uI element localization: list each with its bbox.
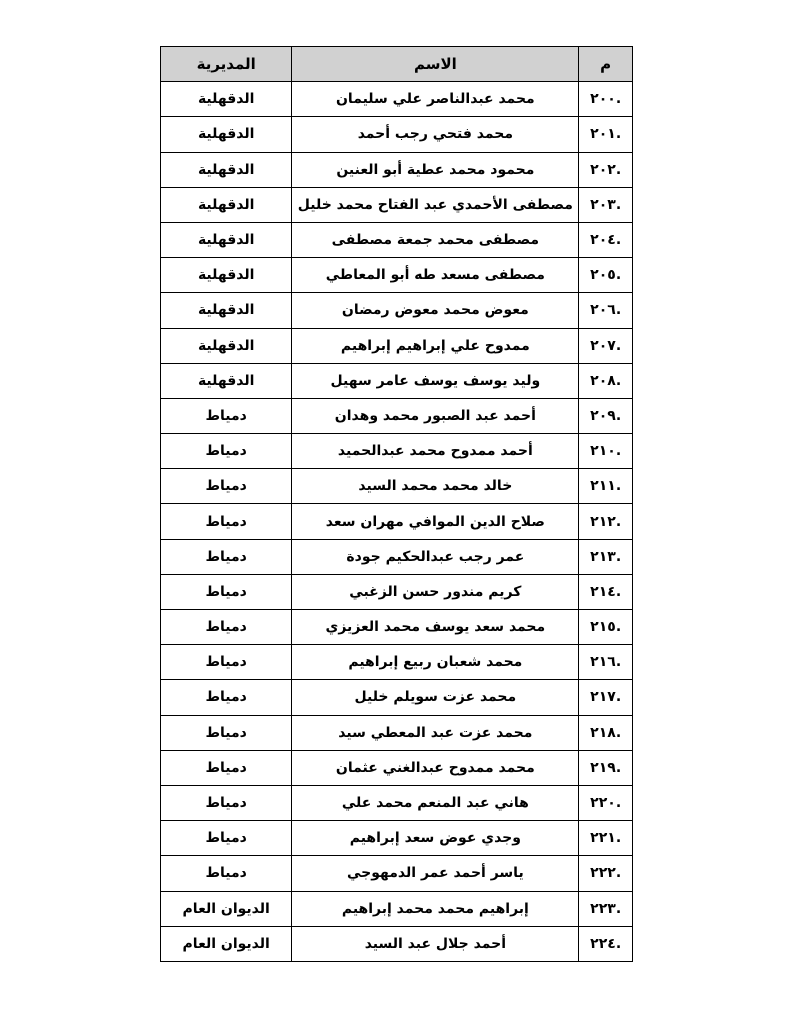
row-number: .٢٠٣ — [579, 187, 633, 222]
table-row — [161, 363, 633, 398]
row-number: .٢٢٣ — [579, 891, 633, 926]
row-number: .٢١٥ — [579, 610, 633, 645]
table-body — [161, 82, 633, 962]
row-number: .٢٠٦ — [579, 293, 633, 328]
directorate: دمياط — [161, 856, 292, 891]
table-row — [161, 574, 633, 609]
row-number: .٢٠٤ — [579, 222, 633, 257]
table-row — [161, 715, 633, 750]
table-row — [161, 785, 633, 820]
row-number: .٢١١ — [579, 469, 633, 504]
row-number: .٢٠٧ — [579, 328, 633, 363]
person-name: مصطفى مسعد طه أبو المعاطي — [292, 258, 579, 293]
person-name: صلاح الدين الموافي مهران سعد — [292, 504, 579, 539]
person-name: محمد عزت عبد المعطي سيد — [292, 715, 579, 750]
table-row — [161, 187, 633, 222]
directorate: الدقهلية — [161, 328, 292, 363]
row-number: .٢١٩ — [579, 750, 633, 785]
person-name: خالد محمد محمد السيد — [292, 469, 579, 504]
row-number: .٢٢٤ — [579, 926, 633, 961]
directorate: دمياط — [161, 715, 292, 750]
row-number: .٢٠٥ — [579, 258, 633, 293]
directorate: دمياط — [161, 610, 292, 645]
person-name: معوض محمد معوض رمضان — [292, 293, 579, 328]
table-row — [161, 117, 633, 152]
person-name: أحمد ممدوح محمد عبدالحميد — [292, 434, 579, 469]
person-name: محمد سعد يوسف محمد العزيزي — [292, 610, 579, 645]
header-row — [161, 47, 633, 82]
person-name: ممدوح علي إبراهيم إبراهيم — [292, 328, 579, 363]
table-row — [161, 434, 633, 469]
table-row — [161, 856, 633, 891]
row-number: .٢٢٢ — [579, 856, 633, 891]
person-name: عمر رجب عبدالحكيم جودة — [292, 539, 579, 574]
row-number: .٢١٠ — [579, 434, 633, 469]
directorate: الدقهلية — [161, 222, 292, 257]
row-number: .٢٠٩ — [579, 398, 633, 433]
person-name: هاني عبد المنعم محمد علي — [292, 785, 579, 820]
table-row — [161, 82, 633, 117]
row-number: .٢١٧ — [579, 680, 633, 715]
table-row — [161, 821, 633, 856]
table-row — [161, 222, 633, 257]
person-name: إبراهيم محمد محمد إبراهيم — [292, 891, 579, 926]
header-directorate: المديرية — [161, 47, 292, 82]
table-row — [161, 328, 633, 363]
person-name: محمد شعبان ربيع إبراهيم — [292, 645, 579, 680]
person-name: وليد يوسف يوسف عامر سهيل — [292, 363, 579, 398]
table-row — [161, 293, 633, 328]
person-name: محمد عزت سويلم خليل — [292, 680, 579, 715]
roster-table — [160, 46, 633, 962]
table-row — [161, 539, 633, 574]
person-name: كريم مندور حسن الزغبي — [292, 574, 579, 609]
table-row — [161, 610, 633, 645]
directorate: دمياط — [161, 434, 292, 469]
directorate: دمياط — [161, 821, 292, 856]
person-name: أحمد جلال عبد السيد — [292, 926, 579, 961]
person-name: ياسر أحمد عمر الدمهوجي — [292, 856, 579, 891]
directorate: الدقهلية — [161, 293, 292, 328]
header-number: م — [579, 47, 633, 82]
table-row — [161, 398, 633, 433]
table-row — [161, 750, 633, 785]
table-row — [161, 152, 633, 187]
row-number: .٢٠٠ — [579, 82, 633, 117]
header-name: الاسم — [292, 47, 579, 82]
row-number: .٢٠١ — [579, 117, 633, 152]
table-row — [161, 926, 633, 961]
person-name: محمد عبدالناصر علي سليمان — [292, 82, 579, 117]
directorate: دمياط — [161, 680, 292, 715]
person-name: مصطفى الأحمدي عبد الفتاح محمد خليل — [292, 187, 579, 222]
row-number: .٢٢١ — [579, 821, 633, 856]
directorate: الدقهلية — [161, 82, 292, 117]
directorate: الديوان العام — [161, 891, 292, 926]
person-name: محمد فتحي رجب أحمد — [292, 117, 579, 152]
table-row — [161, 258, 633, 293]
table-row — [161, 469, 633, 504]
table-row — [161, 504, 633, 539]
row-number: .٢١٦ — [579, 645, 633, 680]
row-number: .٢١٣ — [579, 539, 633, 574]
person-name: مصطفى محمد جمعة مصطفى — [292, 222, 579, 257]
directorate: دمياط — [161, 645, 292, 680]
row-number: .٢١٤ — [579, 574, 633, 609]
directorate: دمياط — [161, 539, 292, 574]
directorate: دمياط — [161, 398, 292, 433]
row-number: .٢٠٨ — [579, 363, 633, 398]
row-number: .٢١٨ — [579, 715, 633, 750]
table-row — [161, 680, 633, 715]
person-name: محمد ممدوح عبدالغني عثمان — [292, 750, 579, 785]
directorate: الدقهلية — [161, 187, 292, 222]
directorate: دمياط — [161, 785, 292, 820]
row-number: .٢٢٠ — [579, 785, 633, 820]
directorate: الديوان العام — [161, 926, 292, 961]
table-row — [161, 645, 633, 680]
person-name: أحمد عبد الصبور محمد وهدان — [292, 398, 579, 433]
directorate: الدقهلية — [161, 363, 292, 398]
row-number: .٢١٢ — [579, 504, 633, 539]
directorate: الدقهلية — [161, 117, 292, 152]
directorate: دمياط — [161, 750, 292, 785]
row-number: .٢٠٢ — [579, 152, 633, 187]
person-name: وجدي عوض سعد إبراهيم — [292, 821, 579, 856]
person-name: محمود محمد عطية أبو العنين — [292, 152, 579, 187]
directorate: دمياط — [161, 574, 292, 609]
table-row — [161, 891, 633, 926]
directorate: دمياط — [161, 469, 292, 504]
directorate: دمياط — [161, 504, 292, 539]
directorate: الدقهلية — [161, 258, 292, 293]
directorate: الدقهلية — [161, 152, 292, 187]
